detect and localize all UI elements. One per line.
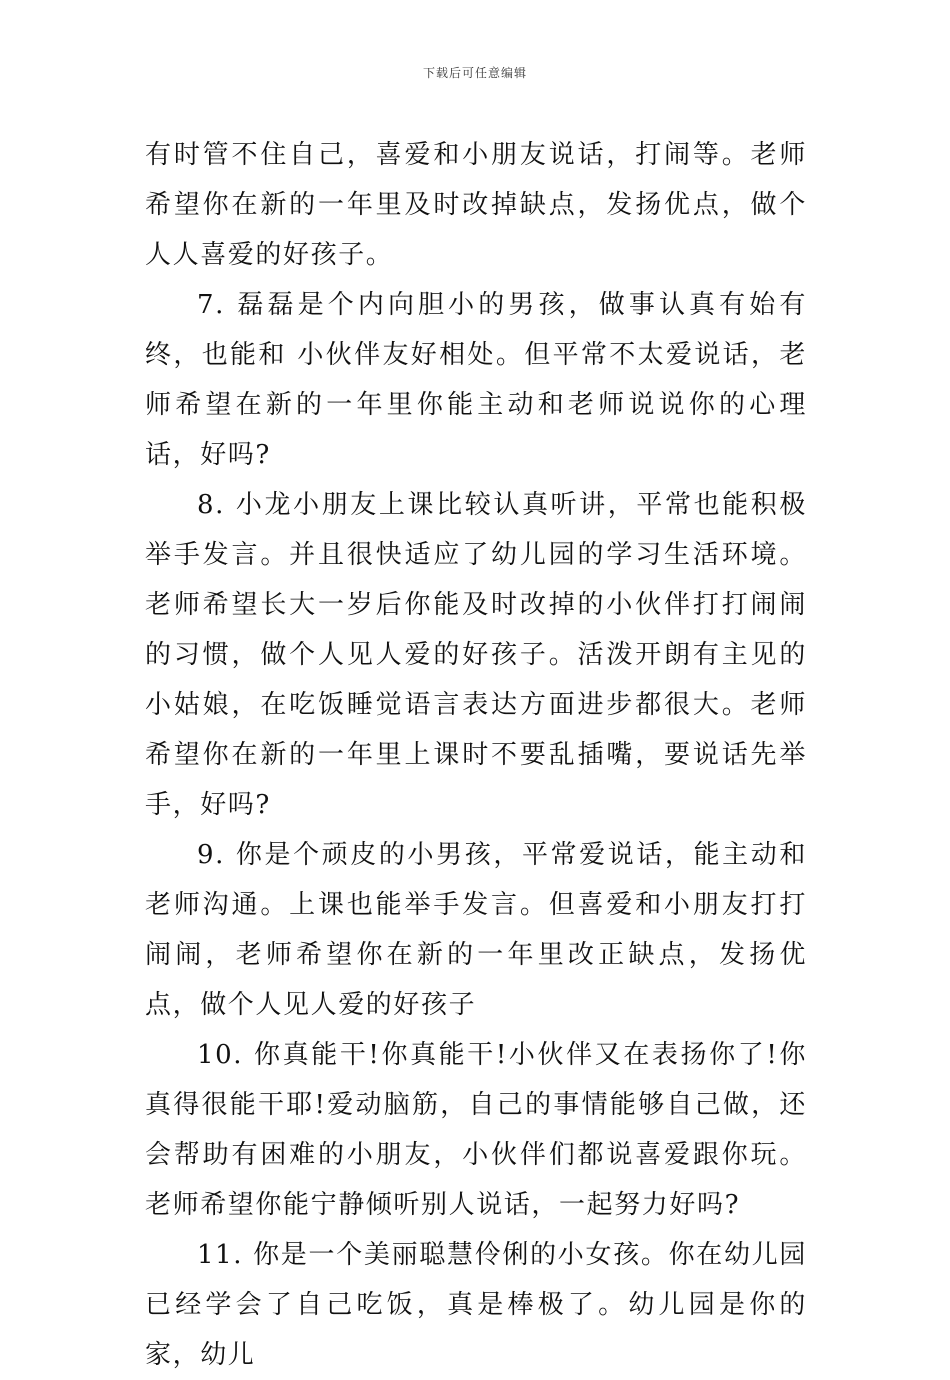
paragraph-item-11: 11. 你是一个美丽聪慧伶俐的小女孩。你在幼儿园已经学会了自己吃饭，真是棒极了。幼儿园是你的家，幼儿 [145, 1240, 807, 1370]
paragraph-item-7: 7. 磊磊是个内向胆小的男孩，做事认真有始有终，也能和 小伙伴友好相处。但平常不太爱说话，老师希望在新的一年里你能主动和老师说说你的心理话，好吗? [145, 290, 807, 470]
paragraph-item-10: 10. 你真能干!你真能干!小伙伴又在表扬你了!你真得很能干耶!爱动脑筋，自己的事情能够自己做，还会帮助有困难的小朋友，小伙伴们都说喜爱跟你玩。老师希望你能宁静倾听别人说话，一起努力好吗? [145, 1040, 807, 1220]
document-body [145, 130, 807, 1380]
paragraph-continuation: 有时管不住自己，喜爱和小朋友说话，打闹等。老师希望你在新的一年里及时改掉缺点，发扬优点，做个人人喜爱的好孩子。 [145, 140, 807, 270]
page-header: 下载后可任意编辑 [422, 66, 527, 80]
paragraph-item-9: 9. 你是个顽皮的小男孩，平常爱说话，能主动和老师沟通。上课也能举手发言。但喜爱和小朋友打打闹闹，老师希望你在新的一年里改正缺点，发扬优点，做个人见人爱的好孩子 [145, 840, 807, 1020]
paragraph-item-8: 8. 小龙小朋友上课比较认真听讲，平常也能积极举手发言。并且很快适应了幼儿园的学习生活环境。老师希望长大一岁后你能及时改掉的小伙伴打打闹闹的习惯，做个人见人爱的好孩子。活泼开朗有主见的小姑娘，在吃饭睡觉语言表达方面进步都很大。老师希望你在新的一年里上课时不要乱插嘴，要说话先举手，好吗? [145, 490, 807, 820]
